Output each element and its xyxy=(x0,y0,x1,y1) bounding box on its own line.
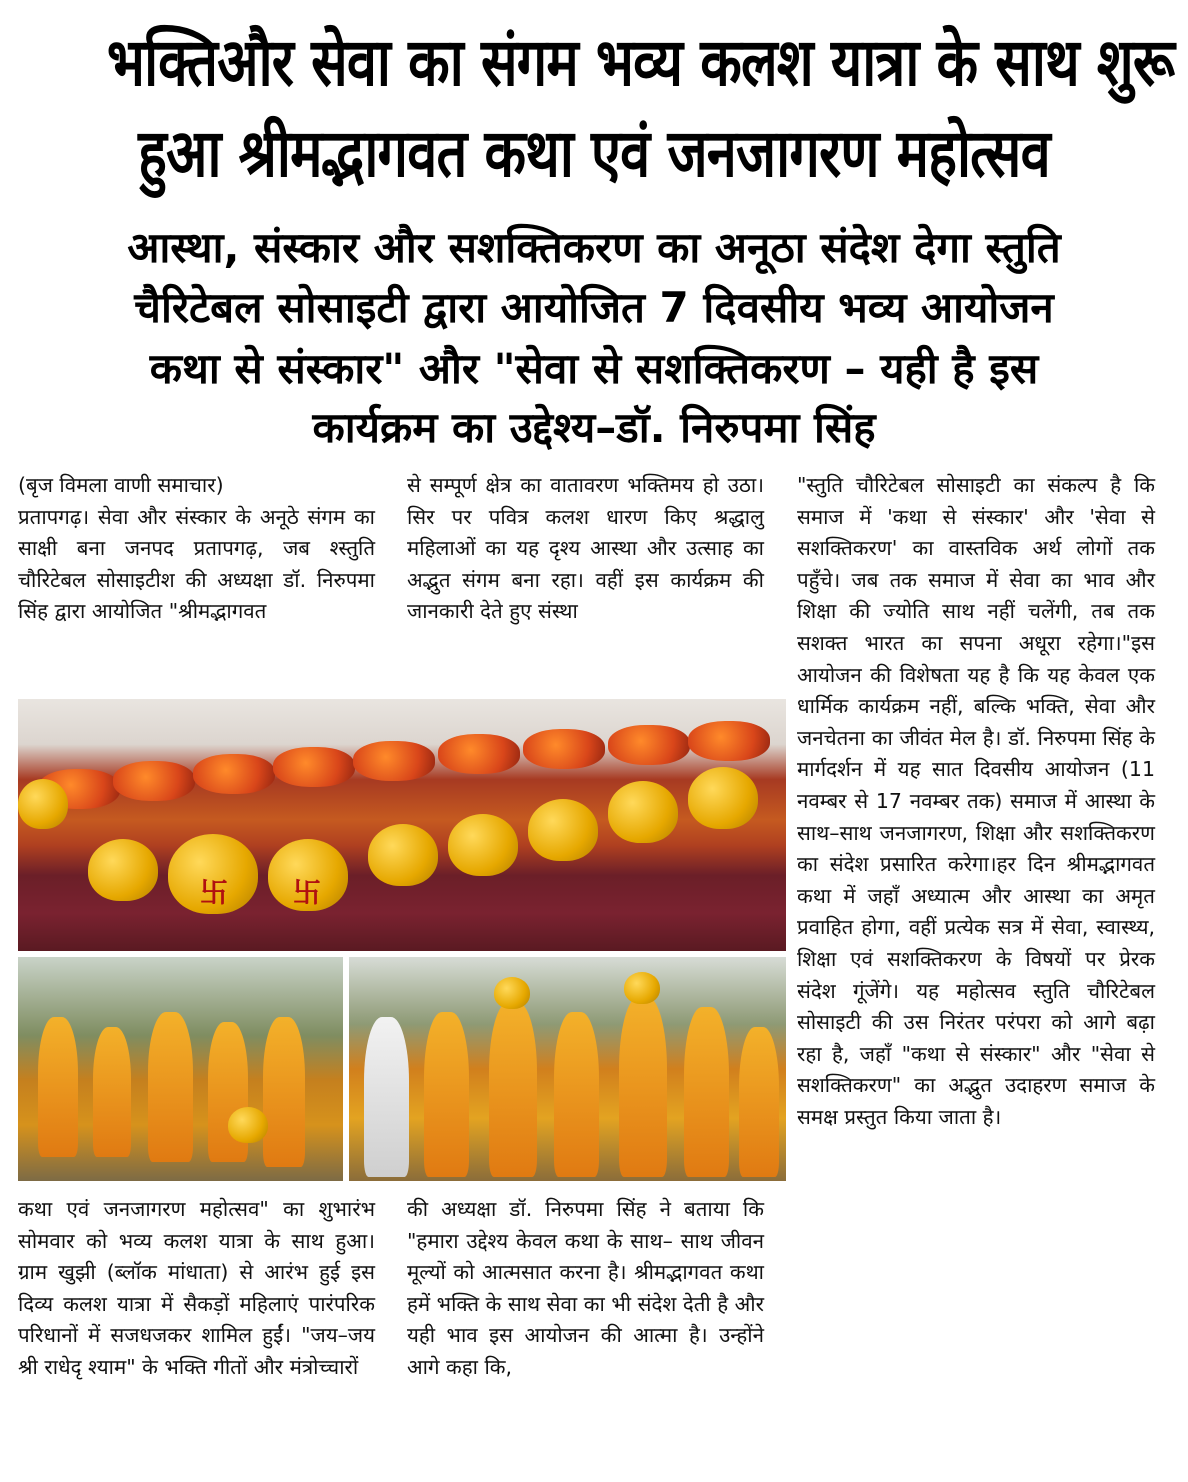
photo-kalash-pots: 卐 卐 xyxy=(18,699,786,951)
subheadline-line-2: चैरिटेबल सोसाइटी द्वारा आयोजित 7 दिवसीय भव्य आयोजन xyxy=(134,283,1054,332)
article-column-2-bottom xyxy=(407,1194,764,1384)
article-paragraph: प्रतापगढ़। सेवा और संस्कार के अनूठे संगम का साक्षी बना जनपद प्रतापगढ़, जब श्स्तुति चौरिटेबल सोसाइटीश की अध्यक्षा डॉ. निरुपमा सिंह द्वारा आयोजित "श्रीमद्भागवत xyxy=(18,504,375,624)
photo-kalash-yatra-right xyxy=(349,957,786,1181)
article-byline: (बृज विमला वाणी समाचार) xyxy=(18,473,224,497)
article-paragraph: कथा एवं जनजागरण महोत्सव" का शुभारंभ सोमवार को भव्य कलश यात्रा के साथ हुआ। ग्राम खुझी (ब्लॉक मांधाता) से आरंभ हुई इस दिव्य कलश यात्रा में सैकड़ों महिलाएं पारंपरिक परिधानों में सजधजकर शामिल हुईं। "जय–जय श्री राधेदृ श्याम" के भक्ति गीतों और मंत्रोच्चारों xyxy=(18,1197,375,1379)
photo-kalash-yatra-left xyxy=(18,957,343,1181)
article-column-2-top xyxy=(407,470,764,628)
article-column-1-bottom xyxy=(18,1194,375,1384)
subheadline-line-4: कार्यक्रम का उद्देश्य–डॉ. निरुपमा सिंह xyxy=(312,403,876,452)
subheadline-line-1: आस्था, संस्कार और सशक्तिकरण का अनूठा संदेश देगा स्तुति xyxy=(127,223,1061,272)
subheadline-line-3: कथा से संस्कार" और "सेवा से सशक्तिकरण – यही है इस xyxy=(149,344,1039,393)
headline-line-1: भक्तिऔर सेवा का संगम भव्य कलश यात्रा के साथ शुरू xyxy=(106,24,1175,101)
headline-line-2: हुआ श्रीमद्भागवत कथा एवं जनजागरण महोत्सव xyxy=(138,115,1050,192)
article-paragraph: "स्तुति चौरिटेबल सोसाइटी का संकल्प है कि समाज में 'कथा से संस्कार' और 'सेवा से सशक्तिकरण' का वास्तविक अर्थ लोगों तक पहुँचे। जब तक समाज में सेवा का भाव और शिक्षा की ज्योति साथ नहीं चलेंगी, तब तक सशक्त भारत का सपना अधूरा रहेगा।"इस आयोजन की विशेषता यह है कि यह केवल एक धार्मिक कार्यक्रम नहीं, बल्कि भक्ति, सेवा और जनचेतना का जीवंत मेल है। डॉ. निरुपमा सिंह के मार्गदर्शन में यह सात दिवसीय आयोजन (11 नवम्बर से 17 नवम्बर तक) समाज में आस्था के साथ–साथ जनजागरण, शिक्षा और सशक्तिकरण का संदेश प्रसारित करेगा।हर दिन श्रीमद्भागवत कथा में जहाँ अध्यात्म और आस्था का अमृत प्रवाहित होगा, वहीं प्रत्येक सत्र में सेवा, स्वास्थ्य, शिक्षा एवं सशक्तिकरण के विषयों पर प्रेरक संदेश गूंजेंगे। यह महोत्सव स्तुति चौरिटेबल सोसाइटी की उस निरंतर परंपरा को आगे बढ़ा रहा है, जहाँ "कथा से संस्कार" और "सेवा से सशक्तिकरण" का अद्भुत उदाहरण समाज के समक्ष प्रस्तुत किया जाता है। xyxy=(797,473,1155,1129)
article-column-3 xyxy=(797,470,1155,1133)
article-column-1-top xyxy=(18,470,375,628)
article-paragraph: की अध्यक्षा डॉ. निरुपमा सिंह ने बताया कि "हमारा उद्देश्य केवल कथा के साथ– साथ जीवन मूल्यों को आत्मसात करना है। श्रीमद्भागवत कथा हमें भक्ति के साथ सेवा का भी संदेश देती है और यही भाव इस आयोजन की आत्मा है। उन्होंने आगे कहा कि, xyxy=(407,1197,764,1379)
article-paragraph: से सम्पूर्ण क्षेत्र का वातावरण भक्तिमय हो उठा। सिर पर पवित्र कलश धारण किए श्रद्धालु महिलाओं का यह दृश्य आस्था और उत्साह का अद्भुत संगम बना रहा। वहीं इस कार्यक्रम की जानकारी देते हुए संस्था xyxy=(407,473,764,624)
